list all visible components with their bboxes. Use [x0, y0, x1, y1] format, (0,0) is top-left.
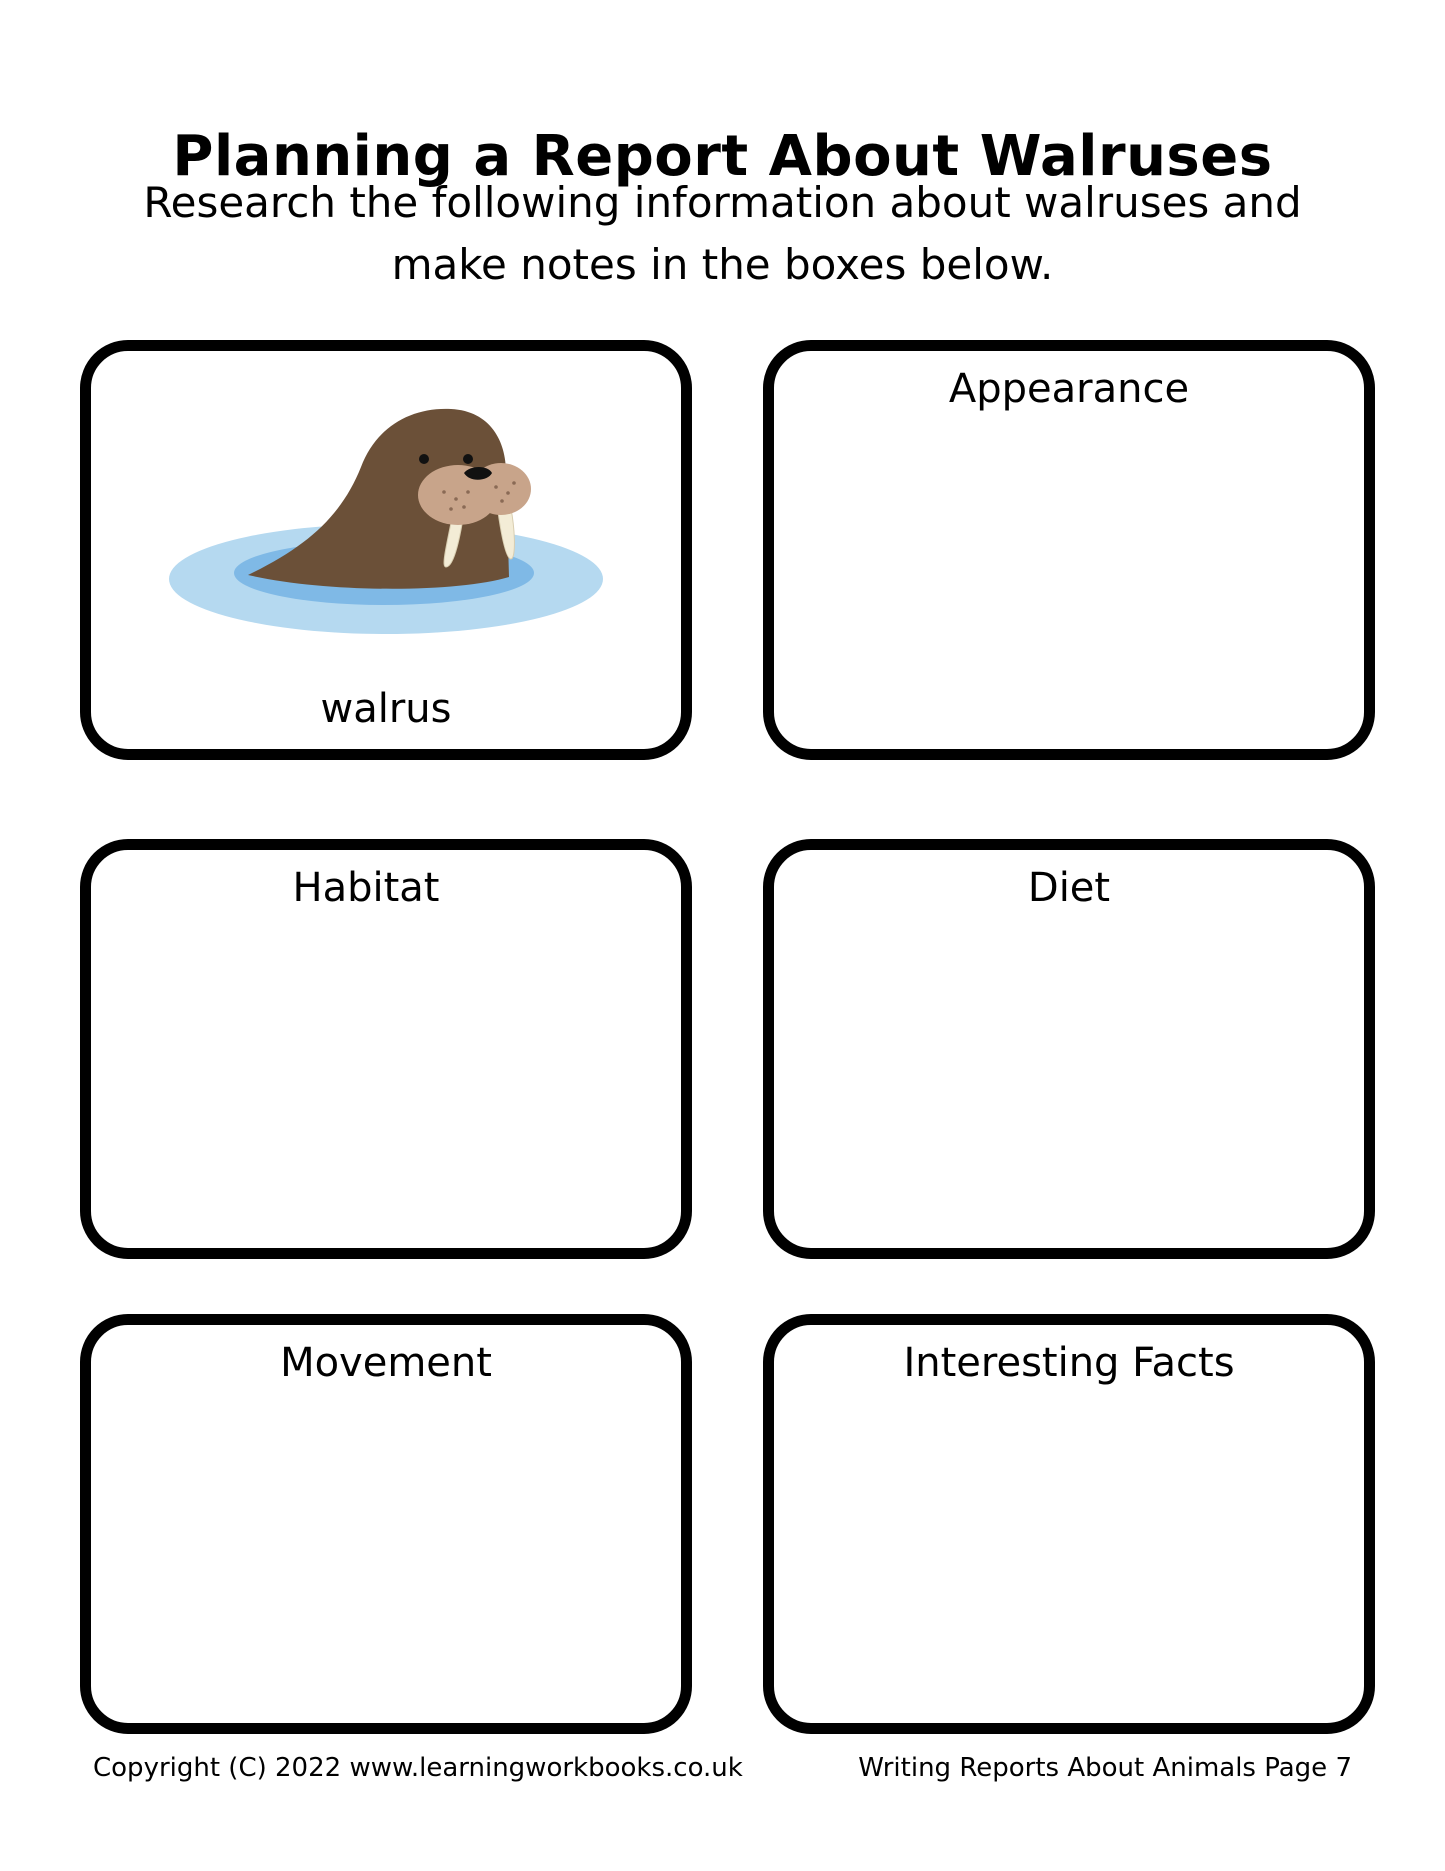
diet-label: Diet	[1027, 865, 1111, 911]
walrus-illustration-icon	[166, 397, 606, 637]
movement-box[interactable]	[80, 1314, 692, 1734]
diet-box[interactable]	[763, 839, 1375, 1259]
interesting-facts-label: Interesting Facts	[903, 1340, 1235, 1386]
worksheet-instructions	[0, 172, 1445, 296]
habitat-box[interactable]	[80, 839, 692, 1259]
page-info: Writing Reports About Animals Page 7	[858, 1753, 1352, 1783]
interesting-facts-box[interactable]	[763, 1314, 1375, 1734]
appearance-box[interactable]	[763, 340, 1375, 760]
worksheet-title: Planning a Report About Walruses	[172, 123, 1273, 189]
appearance-label: Appearance	[948, 366, 1190, 412]
instructions-line-2: make notes in the boxes below.	[391, 240, 1054, 289]
habitat-label: Habitat	[292, 865, 440, 911]
copyright-notice: Copyright (C) 2022 www.learningworkbooks.co.uk	[93, 1753, 743, 1783]
movement-label: Movement	[280, 1340, 492, 1386]
walrus-caption: walrus	[320, 686, 452, 732]
instructions-line-1: Research the following information about walruses and	[143, 178, 1302, 227]
walrus-picture-box	[80, 340, 692, 760]
